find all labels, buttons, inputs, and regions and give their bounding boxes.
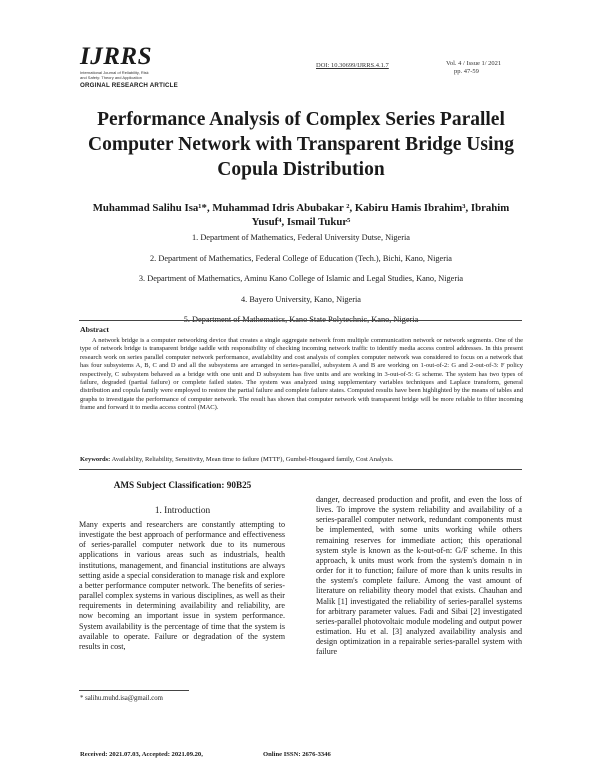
authors-line-1: Muhammad Salihu Isa¹*, Muhammad Idris Abubakar ², Kabiru Hamis Ibrahim³, Ibrahim	[92, 202, 510, 214]
article-type: ORGINAL RESEARCH ARTICLE	[80, 82, 178, 89]
ams-classification: AMS Subject Classification: 90B25	[113, 480, 252, 490]
keywords-text: Availability, Reliability, Sensitivity, Mean time to failure (MTTF), Gumbel-Hougaard family, Cost Analysis.	[111, 456, 394, 463]
keywords-bottom-divider	[79, 469, 522, 470]
section-heading-introduction: 1. Introduction	[154, 506, 211, 516]
abstract-text: A network bridge is a computer networking device that creates a single aggregate network from multiple communication network or network segments. One of the type of network bridge is transparent bridge saddle with responsibility of checking incoming network traffic to identify media access control addresses. In this present research work on series parallel computer network performance, availability and cost analysis of complex computer network was considered to focus on a network that has four subsystems A, B, C and D and all the subsystems are arranged in series-parallel, subsystem A and B are working on 1-out-of-2: G and 2-out-of-3: F policy respectively, C subsystem behaved as a bridge with one unit and D subsystem has five units and are working in 3-out-of-5: G scheme. The system has two types of failure, degraded (partial failure) or complete failed states. The system was analyzed using supplementary variables techniques and Laplace transform, general distribution and copula family were employed to restore the partial failure and complete failure states. Computed results have been highlighted by the means of tables and graphs to investigate the performance of computer network. The result has shown that computer network with transparent bridge will be more reliable to filter incoming frame and forward it to media access control (MAC).	[80, 337, 523, 412]
volume-issue: Vol. 4 / Issue 1/ 2021	[446, 60, 502, 67]
authors-line-2: Yusuf⁴, Ismail Tukur⁵	[251, 216, 351, 228]
footnote-divider	[79, 690, 189, 691]
keywords	[80, 456, 523, 464]
affiliation-1: 1. Department of Mathematics, Federal University Dutse, Nigeria	[192, 233, 410, 242]
abstract-heading: Abstract	[80, 325, 110, 334]
journal-logo-subtitle: International Journal of Reliability, Risk and Safety: Theory and Application	[80, 70, 149, 80]
volume-info	[446, 60, 501, 76]
received-accepted-dates: Received: 2021.07.03, Accepted: 2021.09.20,	[80, 751, 203, 758]
doi-link[interactable]: DOI: 10.30699/IJRRS.4.1.7	[316, 62, 389, 69]
online-issn: Online ISSN: 2676-3346	[263, 751, 331, 758]
affiliation-3: 3. Department of Mathematics, Aminu Kano College of Islamic and Legal Studies, Kano, Nigeria	[138, 274, 464, 283]
abstract-top-divider	[79, 320, 522, 321]
author-list	[80, 201, 522, 229]
affiliation-5: 5. Department of Mathematics, Kano State Polytechnic, Kano, Nigeria	[183, 315, 419, 324]
keywords-label: Keywords:	[80, 456, 111, 463]
page-range: pp. 47-59	[454, 68, 479, 75]
body-column-left: Many experts and researchers are constantly attempting to investigate the best approach of performance and effectiveness of series-parallel computer network due to its numerous applications in various areas such as industrials, health institutions, management, and financial institutions are always setting aside a special consideration to manage risk and explore a better performance computer network. The benefits of series-parallel complex systems in various disciplines, as well as their requirements in determining availability and reliability, are now becoming an important issue in system performance. System availability is the percentage of time that the system is available to operate. Failure or degradation of the system results in cost,	[79, 520, 285, 651]
corresponding-email: * salihu.muhd.isa@gmail.com	[80, 695, 163, 702]
affiliation-4: 4. Bayero University, Kano, Nigeria	[241, 294, 361, 304]
journal-logo-text: IJRRS	[80, 43, 152, 70]
journal-logo	[80, 44, 155, 80]
affiliation-2: 2. Department of Mathematics, Federal College of Education (Tech.), Bichi, Kano, Nigeria	[150, 253, 452, 263]
body-column-right: danger, decreased production and profit, and even the loss of lives. To improve the system reliability and availability of a series-parallel computer network, redundant components must be implemented, with some units working while others remaining reserves for immediate action; this operational system style is known as the k-out-of-n: G/F scheme. In this approach, k units must work from the system's domain n in order for it to function; failure of more than k units results in the system's complete failure. Among the vast amount of literature on reliability theory model that exists. Chauhan and Malik [1] investigated the reliability of series-parallel systems for arbitrary parameter values. Fadi and Sibai [2] investigated series-parallel photovoltaic module modeling and output power estimation. Hu et al. [3] analyzed availability analysis and design optimization in a repairable series-parallel system with failure	[316, 495, 522, 657]
paper-title: Performance Analysis of Complex Series Parallel Computer Network with Transparent Bridge Using Copula Distribution	[88, 109, 514, 180]
